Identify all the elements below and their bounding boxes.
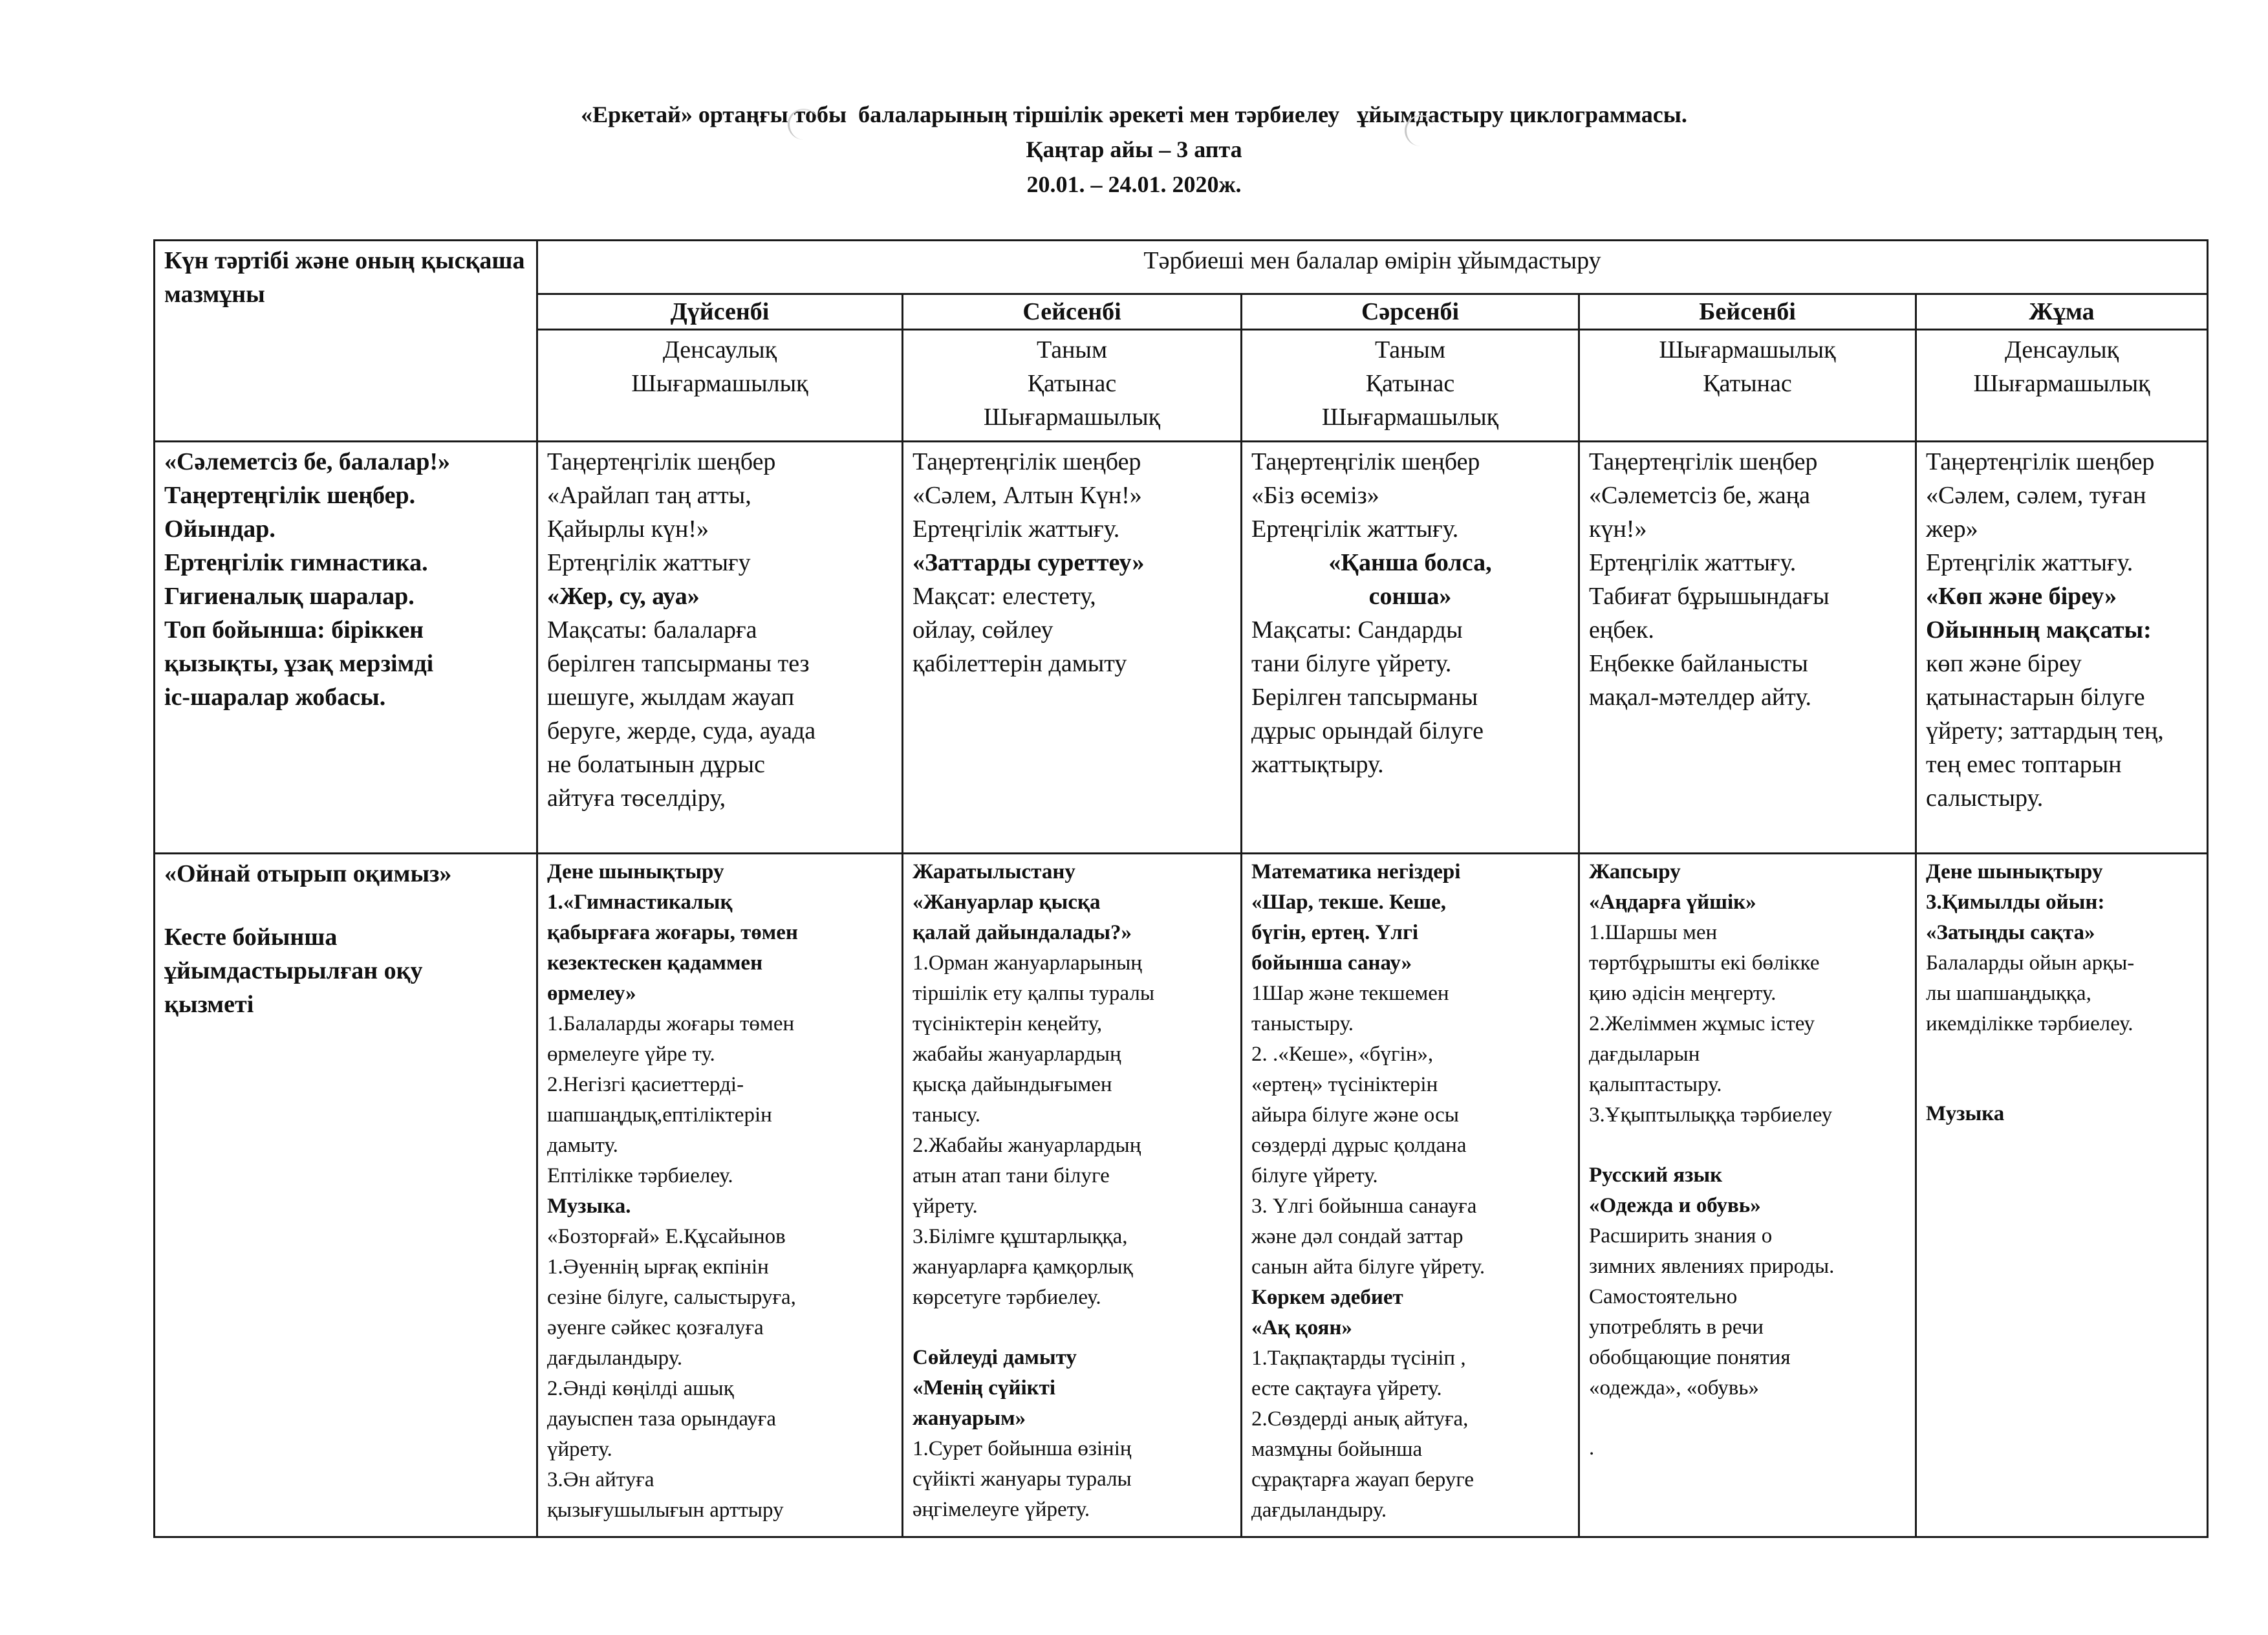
cell-spacer [1589, 1403, 1906, 1433]
cell-line: үйрету. [913, 1195, 978, 1218]
exercise-title: «Көп және біреу» [1926, 583, 2117, 610]
cell-line: қию әдісін меңгерту. [1589, 982, 1777, 1005]
cell-line: өрмелеуге үйре ту. [547, 1043, 715, 1066]
cell-line: «одежда», «обувь» [1589, 1376, 1759, 1400]
study-activity-label [155, 854, 537, 1537]
cell-spacer [1589, 1131, 1906, 1160]
cell-line: 1.Орман жануарларының [913, 951, 1142, 975]
cell-line: үйрету. [547, 1438, 612, 1461]
cell-line: дағдыландыру. [1251, 1499, 1387, 1522]
cell-line: «Сәлем, Алтын Күн!» [913, 482, 1142, 509]
cell-line: Еңбекке байланысты [1589, 650, 1808, 677]
label-line: іс-шаралар жобасы. [164, 684, 386, 711]
cell-line: Ептілікке тәрбиелеу. [547, 1164, 733, 1187]
cell-spacer [1926, 1069, 2198, 1099]
cell-line: атын атап тани білуге [913, 1164, 1110, 1187]
subject-title: Көркем әдебиет [1251, 1286, 1403, 1309]
cell-line: әңгімелеуге үйрету. [913, 1498, 1090, 1521]
area-label: Денсаулық [662, 336, 777, 363]
label-line: Топ бойынша: біріккен [164, 616, 424, 644]
cell-line: икемділікке тәрбиелеу. [1926, 1012, 2133, 1035]
cell-line: Балаларды ойын арқы- [1926, 951, 2135, 975]
day-areas-wednesday [1242, 330, 1579, 442]
subject-title: Жапсыру [1589, 860, 1681, 883]
cell-line: берілген тапсырманы тез [547, 650, 810, 677]
exercise-title: «Қанша болса, [1328, 549, 1492, 576]
label-line: қызықты, ұзақ мерзімді [164, 650, 434, 677]
document-subtitle: Қаңтар айы – 3 апта [1026, 136, 1242, 162]
cell-line: «Бозторғай» Е.Құсайынов [547, 1225, 786, 1248]
cell-line: Таңертеңгілік шеңбер [913, 448, 1141, 475]
topic-title: «Шар, текше. Кеше, [1251, 891, 1447, 914]
cell-line: 1.Балаларды жоғары төмен [547, 1012, 795, 1035]
cell-line: сұрақтарға жауап беруге [1251, 1468, 1474, 1491]
cell-line: 2.Желіммен жұмыс істеу [1589, 1012, 1815, 1035]
cell-line: жануарларға қамқорлық [913, 1255, 1133, 1279]
exercise-title: «Жер, су, ауа» [547, 583, 700, 610]
study-cell-monday [537, 854, 903, 1537]
topic-title: бойынша санау» [1251, 951, 1412, 975]
area-label: Шығармашылық [1321, 404, 1499, 431]
cell-line: Таңертеңгілік шеңбер [1926, 448, 2155, 475]
cell-line: «Сәлем, сәлем, туған [1926, 482, 2146, 509]
cell-line: 2.Жабайы жануарлардың [913, 1134, 1141, 1157]
cell-line: Ертеңгілік жаттығу. [1251, 515, 1459, 543]
label-line: Ойындар. [164, 515, 275, 543]
label-line: Кесте бойынша [164, 924, 338, 951]
study-cell-wednesday [1242, 854, 1579, 1537]
cell-line: шапшаңдық,ептіліктерін [547, 1103, 772, 1127]
cell-line: санын айта білуге үйрету. [1251, 1255, 1485, 1279]
cell-line: 3. Үлгі бойынша санауға [1251, 1195, 1477, 1218]
organization-header: Тәрбиеші мен балалар өмірін ұйымдастыру [537, 241, 2208, 294]
topic-title: қалай дайындалады?» [913, 921, 1132, 944]
area-label: Таным [1036, 336, 1108, 363]
day-header-tuesday: Сейсенбі [903, 294, 1242, 330]
cell-line: танысу. [913, 1103, 980, 1127]
punch-hole-mark [1405, 115, 1436, 146]
label-line: қызметі [164, 991, 254, 1018]
day-areas-friday [1916, 330, 2208, 442]
area-label: Қатынас [1027, 370, 1117, 397]
cell-line: 1.Сурет бойынша өзінің [913, 1437, 1132, 1460]
cell-line: қабілеттерін дамыту [913, 650, 1127, 677]
cell-line: Ертеңгілік жаттығу [547, 549, 751, 576]
cell-line: 2.Негізгі қасиеттерді- [547, 1073, 744, 1096]
topic-title: кезектескен қадаммен [547, 951, 763, 975]
subject-title: Русский язык [1589, 1164, 1723, 1187]
cell-line: сөздерді дұрыс қолдана [1251, 1134, 1467, 1157]
morning-cell-tuesday [903, 442, 1242, 854]
topic-title: «Одежда и обувь» [1589, 1194, 1761, 1217]
topic-title: «Аңдарға үйшік» [1589, 891, 1756, 914]
exercise-title: сонша» [1368, 583, 1452, 610]
cell-line: жаттықтыру. [1251, 751, 1384, 778]
cell-line: таныстыру. [1251, 1012, 1354, 1035]
cell-line: қатынастарын білуге [1926, 684, 2145, 711]
day-header-monday: Дүйсенбі [537, 294, 903, 330]
cell-line: 1Шар және текшемен [1251, 982, 1449, 1005]
cell-line: қалыптастыру. [1589, 1073, 1722, 1096]
cell-line: дұрыс орындай білуге [1251, 717, 1484, 744]
area-label: Қатынас [1703, 370, 1792, 397]
cell-spacer [913, 1313, 1231, 1343]
cell-line: дамыту. [547, 1134, 618, 1157]
cell-line: мақал-мәтелдер айту. [1589, 684, 1811, 711]
label-line: ұйымдастырылған оқу [164, 957, 423, 984]
day-header-friday: Жұма [1916, 294, 2208, 330]
topic-title: қабырғаға жоғары, төмен [547, 921, 798, 944]
study-cell-friday [1916, 854, 2208, 1537]
cell-line: Самостоятельно [1589, 1285, 1738, 1308]
morning-cell-monday [537, 442, 903, 854]
day-areas-thursday [1579, 330, 1916, 442]
cell-line: Ертеңгілік жаттығу. [1589, 549, 1797, 576]
topic-title: бүгін, ертең. Үлгі [1251, 921, 1419, 944]
cell-line: 1.Әуеннің ырғақ екпінін [547, 1255, 769, 1279]
morning-cell-wednesday [1242, 442, 1579, 854]
study-cell-thursday [1579, 854, 1916, 1537]
subject-title: Дене шынықтыру [547, 860, 724, 883]
topic-title: жануарым» [913, 1407, 1026, 1430]
topic-title: «Затыңды сақта» [1926, 921, 2095, 944]
cell-line: 1.Шаршы мен [1589, 921, 1718, 944]
cell-line: жабайы жануарлардың [913, 1043, 1121, 1066]
label-line: Гигиеналық шаралар. [164, 583, 415, 610]
exercise-title: «Заттарды суреттеу» [913, 549, 1145, 576]
topic-title: «Ақ қоян» [1251, 1316, 1352, 1339]
exercise-goal-label: Ойынның мақсаты: [1926, 616, 2152, 644]
cell-line: еңбек. [1589, 616, 1654, 644]
area-label: Шығармашылық [1973, 370, 2150, 397]
document-header [0, 97, 2268, 202]
cell-line: 3.Ұқыптылыққа тәрбиелеу [1589, 1103, 1833, 1127]
cell-line: есте сақтауға үйрету. [1251, 1377, 1442, 1400]
subject-title: Математика негіздері [1251, 860, 1461, 883]
cell-line: употреблять в речи [1589, 1316, 1764, 1339]
cell-line: тіршілік ету қалпы туралы [913, 982, 1155, 1005]
cell-line: көп және біреу [1926, 650, 2082, 677]
cell-line: дағдыларын [1589, 1043, 1700, 1066]
cell-line: зимних явлениях природы. [1589, 1255, 1835, 1278]
cell-line: Таңертеңгілік шеңбер [1251, 448, 1480, 475]
subject-title: Жаратылыстану [913, 860, 1075, 883]
cell-line: сүйікті жануары туралы [913, 1467, 1132, 1491]
cell-line: сезіне білуге, салыстыруға, [547, 1286, 796, 1309]
cell-line: 2.Сөздерді анық айтуға, [1251, 1407, 1469, 1431]
document-dates: 20.01. – 24.01. 2020ж. [1026, 171, 1242, 197]
cell-line: Таңертеңгілік шеңбер [1589, 448, 1818, 475]
cell-line: айыра білуге және осы [1251, 1103, 1459, 1127]
cell-line: білуге үйрету. [1251, 1164, 1378, 1187]
day-header-thursday: Бейсенбі [1579, 294, 1916, 330]
cell-line: Берілген тапсырманы [1251, 684, 1478, 711]
cell-line: Табиғат бұрышындағы [1589, 583, 1830, 610]
cell-line: Мақсаты: Сандарды [1251, 616, 1463, 644]
area-label: Шығармашылық [631, 370, 808, 397]
cell-line: күн!» [1589, 515, 1647, 543]
day-areas-tuesday [903, 330, 1242, 442]
cell-line: тани білуге үйрету. [1251, 650, 1452, 677]
day-areas-monday [537, 330, 903, 442]
morning-cell-thursday [1579, 442, 1916, 854]
label-line: «Сәлеметсіз бе, балалар!» [164, 448, 451, 475]
cell-line: беруге, жерде, суда, ауада [547, 717, 816, 744]
cell-line: дағдыландыру. [547, 1347, 683, 1370]
topic-title: «Менің сүйікті [913, 1376, 1056, 1400]
cell-line: төртбұрышты екі бөлікке [1589, 951, 1820, 975]
cell-line: Мақсаты: балаларға [547, 616, 757, 644]
cell-line: обобщающие понятия [1589, 1346, 1791, 1369]
cell-line: «Біз өсеміз» [1251, 482, 1379, 509]
cell-line: Таңертеңгілік шеңбер [547, 448, 776, 475]
cell-line: дауыспен таза орындауға [547, 1407, 776, 1431]
cell-line: қызығушылығын арттыру [547, 1499, 784, 1522]
cell-line: 3.Білімге құштарлыққа, [913, 1225, 1128, 1248]
cell-line: Қайырлы күн!» [547, 515, 709, 543]
cell-line: ойлау, сөйлеу [913, 616, 1053, 644]
subject-title: Дене шынықтыру [1926, 860, 2103, 883]
cell-line: Мақсат: елестету, [913, 583, 1096, 610]
area-label: Шығармашылық [1659, 336, 1836, 363]
cell-line: 2. .«Кеше», «бүгін», [1251, 1043, 1434, 1066]
cell-line: мазмұны бойынша [1251, 1438, 1423, 1461]
area-label: Денсаулық [2004, 336, 2119, 363]
label-spacer [164, 891, 527, 920]
routine-column-header: Күн тәртібі және оның қысқаша мазмұны [155, 241, 537, 442]
cell-line: Расширить знания о [1589, 1224, 1773, 1248]
area-label: Шығармашылық [983, 404, 1161, 431]
cell-line: жер» [1926, 515, 1978, 543]
topic-title: «Жануарлар қысқа [913, 891, 1101, 914]
subject-title: Музыка. [547, 1195, 631, 1218]
cell-line: «Арайлап таң атты, [547, 482, 751, 509]
cell-line: салыстыру. [1926, 785, 2044, 812]
day-header-wednesday: Сәрсенбі [1242, 294, 1579, 330]
punch-hole-mark [788, 109, 819, 140]
cell-line: айтуға төселдіру, [547, 785, 726, 812]
cell-line: 3.Ән айтуға [547, 1468, 654, 1491]
cell-line: Ертеңгілік жаттығу. [1926, 549, 2133, 576]
area-label: Қатынас [1365, 370, 1455, 397]
cell-line: шешуге, жылдам жауап [547, 684, 795, 711]
cyclogram-table [153, 239, 2209, 1538]
topic-title: өрмелеу» [547, 982, 636, 1005]
morning-routine-label [155, 442, 537, 854]
cell-line: 1.Тақпақтарды түсініп , [1251, 1347, 1466, 1370]
cell-spacer [1926, 1039, 2198, 1069]
cell-line: лы шапшаңдыққа, [1926, 982, 2091, 1005]
topic-title: 1.«Гимнастикалық [547, 891, 733, 914]
cell-line: әуенге сәйкес қозғалуға [547, 1316, 764, 1339]
cell-line: түсініктерін кеңейту, [913, 1012, 1103, 1035]
morning-cell-friday [1916, 442, 2208, 854]
cell-line: не болатынын дұрыс [547, 751, 765, 778]
cell-line: көрсетуге тәрбиелеу. [913, 1286, 1101, 1309]
area-label: Таным [1374, 336, 1446, 363]
cell-line: қысқа дайындығымен [913, 1073, 1112, 1096]
cell-line: 2.Әнді көңілді ашық [547, 1377, 734, 1400]
subject-title: Музыка [1926, 1102, 2005, 1125]
cell-line: және дәл сондай заттар [1251, 1225, 1463, 1248]
topic-title: 3.Қимылды ойын: [1926, 891, 2105, 914]
cell-line: . [1589, 1436, 1595, 1460]
cell-line: тең емес топтарын [1926, 751, 2122, 778]
cell-line: үйрету; заттардың тең, [1926, 717, 2164, 744]
cell-line: Ертеңгілік жаттығу. [913, 515, 1120, 543]
cell-line: «ертең» түсініктерін [1251, 1073, 1438, 1096]
document-title: «Еркетай» ортаңғы тобы балаларының тіршілік әрекеті мен тәрбиелеу ұйымдастыру циклограммасы. [581, 102, 1687, 127]
cell-line: «Сәлеметсіз бе, жаңа [1589, 482, 1810, 509]
label-line: «Ойнай отырып оқимыз» [164, 860, 452, 887]
label-line: Таңертеңгілік шеңбер. [164, 482, 416, 509]
study-cell-tuesday [903, 854, 1242, 1537]
label-line: Ертеңгілік гимнастика. [164, 549, 428, 576]
subject-title: Сөйлеуді дамыту [913, 1346, 1077, 1369]
